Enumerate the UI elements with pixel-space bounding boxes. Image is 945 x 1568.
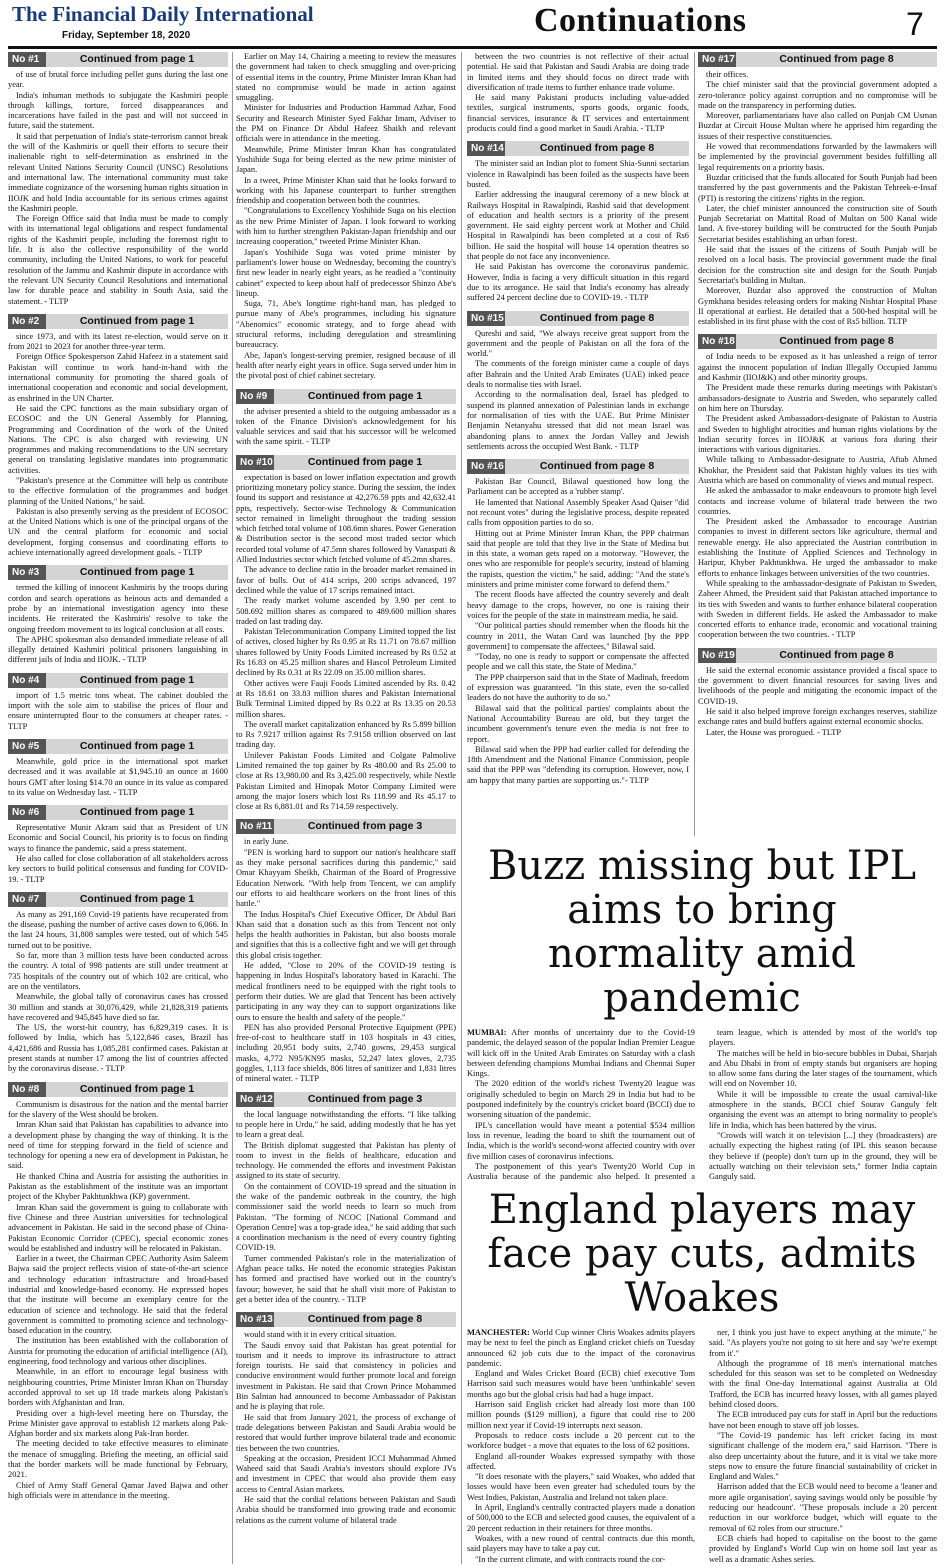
paragraph: "Today, no one is ready to support or compensate the affected people and we call this state, the State of Medina." xyxy=(467,652,689,672)
issue-date: Friday, September 18, 2020 xyxy=(62,30,191,41)
dateline: MUMBAI: xyxy=(467,1028,507,1037)
paragraph: He thanked China and Austria for assisting the authorities in Pakistan as the establishment of the institute was an important project of the Khyber Pakhtunkhwa (KP) government. xyxy=(8,1171,228,1202)
continuation-block xyxy=(698,648,937,738)
paragraph-text: After months of uncertainty due to the Covid-19 pandemic, the delayed season of the popular Indian Premier League will kick off in the United Arab Emirates on Saturday with a clash between defending champions Mumbai Indians and Chennai Super Kings. xyxy=(467,1028,695,1079)
continuation-body xyxy=(467,52,689,134)
continuation-block xyxy=(8,565,228,665)
continuation-body xyxy=(236,1110,456,1306)
continuation-number: No #12 xyxy=(236,1092,274,1107)
continuation-number: No #13 xyxy=(236,1312,274,1327)
continuation-block xyxy=(467,52,689,134)
paragraph: He said many Pakistani products including value-added textiles, surgical instruments, sports goods, organic foods, financial services, insurance & IT services and entertainment products could find a good market in Saudi Arabia. - TLTP xyxy=(467,93,689,134)
paragraph: of India needs to be exposed as it has unleashed a reign of terror against the innocent population of Indian Illegally Occupied Jammu and Kashmir (IIOJ&K) and other minority groups. xyxy=(698,352,937,383)
paragraph: He lamented that National Assembly Speaker Asad Qaiser "did not recount votes" during the legislative process, despite repeated calls from opposition parties to do so. xyxy=(467,497,689,528)
continuation-body xyxy=(698,666,937,738)
column-3 xyxy=(467,52,689,836)
continuation-header xyxy=(8,52,228,67)
paragraph: "Pakistan's presence at the Committee will help us contribute to the effective formulation of the programmes and budget planning of the United Nations," he said. xyxy=(8,475,228,506)
continuation-header xyxy=(8,1082,228,1097)
paragraph: The comments of the foreign minister came a couple of days after Bahrain and the United Arab Emirates (UAE) inked peace deals to normalise ties with Israel. xyxy=(467,359,689,390)
paragraph: Proposals to reduce costs include a 20 percent cut to the workforce budget - a move that equates to the loss of 62 positions. xyxy=(467,1430,695,1451)
paragraph: Speaking at the occasion, President ICCI Muhammad Ahmed Waheed said that Saudi Arabia's investors should explore JVs and investment in CPEC that would also provide them easy access to Central Asian markets. xyxy=(236,1453,456,1494)
continuation-block xyxy=(236,389,456,448)
paragraph: The US, the worst-hit country, has 6,829,319 cases. It is followed by India, which has 5,122,846 cases, Brazil has 4,421,686 and Russia has 1,085,281 confirmed cases. Pakistan at present stands at number 17 among the list of countries affected by the coronavirus disease. - TLTP xyxy=(8,1023,228,1074)
paragraph: The chief minister said that the provincial government adopted a zero-tolerance policy against corruption and no compromise will be made on the transparency in performing duties. xyxy=(698,80,937,110)
column-4 xyxy=(698,52,937,836)
continuation-label: Continued from page 1 xyxy=(79,314,195,327)
masthead-rule xyxy=(8,46,937,49)
continuation-label: Continued from page 1 xyxy=(79,673,195,686)
continuation-block xyxy=(236,52,456,382)
continuation-number: No #14 xyxy=(467,141,505,156)
paragraph-text: World Cup winner Chris Woakes admits players may be next to feel the pinch as England cricket chiefs on Tuesday announced 62 job cuts due to the impact of the coronavirus pandemic. xyxy=(467,1328,695,1368)
paragraph: He said the external economic assistance provided a fiscal space to the government to divert financial resources for saving lives and livelihoods of the people and mitigating the economic impact of the COVID-19. xyxy=(698,665,937,706)
paragraph: Later, the House was prorogued. - TLTP xyxy=(706,727,842,737)
continuation-label: Continued from page 8 xyxy=(307,1313,423,1326)
continuation-block xyxy=(8,739,228,798)
paragraph: Although the programme of 18 men's international matches scheduled for this season was set to be completed on Wednesday with the final One-day International against Australia at Old Trafford, the ECB has incurred heavy losses, with all games played behind closed doors. xyxy=(709,1358,937,1410)
continuation-header xyxy=(8,673,228,688)
continuation-block xyxy=(8,52,228,307)
continuation-header xyxy=(8,739,228,754)
continuation-label: Continued from page 1 xyxy=(79,566,195,579)
continuation-block xyxy=(8,314,228,559)
paragraph: While talking to Ambassador-designate to Austria, Aftab Ahmed Khokhar, the President said that Pakistan highly values its ties with Austria which are based on commonality of views and mutual respect. xyxy=(698,455,937,485)
paragraph: Bilawal said that the political parties' complaints about the National Accountability Bureau are old, but they target the incumbent government's tenure even the media is not free to report. xyxy=(467,703,689,744)
paragraph: "Congratulations to Excellency Yoshihide Suga on his election as the new Prime Minister of Japan. I look forward to working with him to further strengthen Pakistan-Japan friendship and our increasing cooperation," tweeted Prime Minister Khan. xyxy=(236,206,456,247)
paragraph: the local language notwithstanding the efforts. "I like talking to people here in Urdu," he said, adding modestly that he has yet to learn a great deal. xyxy=(236,1109,456,1140)
paragraph: He said Pakistan has overcome the coronavirus pandemic. However, India is facing a very difficult situation in this regard due to its arrogance. He said that India's economy has already suffered 24 percent decline due to COVID-19. - TLTP xyxy=(467,262,689,303)
paragraph: Presiding over a high-level meeting here on Thursday, the Prime Minister gave approval to establish 12 markets along Pak-Afghan border and six markets along Pak-Iran border. xyxy=(8,1408,228,1439)
page-number: 7 xyxy=(906,6,924,42)
continuation-body xyxy=(8,583,228,665)
paragraph: Earlier in a tweet, the Chairman CPEC Authority Asim Saleem Bajwa said the project reflects vision of state-of-the-art science and technology education infrastructure and broad-based industrial and knowledge-based economy. He expressed hopes that the institute will become an exemplary centre for the education of science and technology. He said that the federal government is committed to promoting science and technology-based education in the country. xyxy=(8,1254,228,1336)
story-column xyxy=(467,1328,695,1564)
continuation-header xyxy=(236,819,456,834)
paragraph xyxy=(467,1028,695,1079)
continuation-block xyxy=(236,1092,456,1306)
paragraph: Later, the chief minister announced the construction site of South Punjab Secretariat on Mattital Road of Multan on 500 Kanal wide land. A five-storey building will be constructed for the South Punjab Secretariat besides establishing an urban forest. xyxy=(698,203,937,244)
story-headline: England players may face pay cuts, admits Woakes xyxy=(487,1187,917,1321)
continuation-label: Continued from page 1 xyxy=(307,389,423,402)
continuation-block xyxy=(467,459,689,786)
continuation-block xyxy=(236,1312,456,1526)
paragraph: Meanwhile, the global tally of coronavirus cases has crossed 30 million and stands at 30,076,429, while 21,828,319 patients have recovered and 945,845 have died so far. xyxy=(8,992,228,1022)
paragraph xyxy=(467,1328,695,1369)
continuation-body xyxy=(8,332,228,559)
continuation-number: No #2 xyxy=(8,314,46,329)
section-title: Continuations xyxy=(534,2,747,39)
paragraph: He said that the cordial relations between Pakistan and Saudi Arabia should be transformed into growing trade and economic relations as the current volume of bilateral trade xyxy=(236,1495,456,1525)
continuation-number: No #1 xyxy=(8,52,46,67)
continuation-body xyxy=(467,329,689,453)
continuation-label: Continued from page 1 xyxy=(79,739,195,752)
continuation-number: No #11 xyxy=(236,819,274,834)
continuation-number: No #3 xyxy=(8,565,46,580)
continuation-number: No #6 xyxy=(8,805,46,820)
paragraph: "Our political parties should remember when the floods hit the country in 2011, the Watan Card was launched [by the PPP government] to compensate the affectees," Bilawal said. xyxy=(467,621,689,651)
column-divider xyxy=(461,52,462,1564)
paragraph: Pakistan is also presently serving as the president of ECOSOC at the United Nations which is one of the principal organs of the UN and the central platform for economic and social development, forging consensus and coordinating efforts to achieve internationally agreed development goals. - TLTP xyxy=(8,506,228,558)
continuation-body xyxy=(236,837,456,1084)
continuation-block xyxy=(8,673,228,732)
paragraph: Earlier addressing the inaugural ceremony of a new block at Railways Hospital in Rawalpindi, Rashid said that development of education and health sectors is a priority of the present government. He said eighty percent work at Mother and Child Hospital in Rawalpindi has been completed at a cost of Rs6 billion. He said the hospital will house 14 operation theatres so that people do not face any inconvenience. xyxy=(467,190,689,262)
continuation-number: No #19 xyxy=(698,648,736,663)
continuation-header xyxy=(236,1312,456,1327)
continuation-number: No #10 xyxy=(236,455,274,470)
continuation-header xyxy=(236,389,456,404)
paragraph: The Foreign Office said that India must be made to comply with its international legal obligations and respect fundamental rights of the Kashmiri people, including the foremost right to life. It is also the collective responsibility of the world community, including the United Nations, to work for peaceful resolution of the Jammu and Kashmir dispute in accordance with the relevant UN Security Council Resolutions and international law for durable peace and stability in South Asia, said the statement. - TLTP xyxy=(8,214,228,306)
paragraph: While speaking to the ambassador-designate of Pakistan to Sweden, Zaheer Ahmed, the President said that Pakistan attached importance to its ties with Sweden and wants to further enhance bilateral cooperation with Sweden in different fields. He asked the Ambassador to make concerted efforts to enhance trade, economic and vocational training cooperation between the two countries. - TLTP xyxy=(698,578,937,640)
continuation-block xyxy=(8,1082,228,1502)
story-column xyxy=(709,1328,937,1564)
continuation-body xyxy=(467,477,689,786)
continuation-block xyxy=(698,52,937,327)
paragraph: As many as 291,169 Covid-19 patients have recuperated from the disease, pushing the number of active cases down to 6,066. In the last 24 hours, 31,808 samples were tested, out of which 545 turned out to be positive. xyxy=(8,909,228,950)
paragraph: The President asked the Ambassador to encourage Austrian companies to invest in different sectors like agriculture, thermal and renewable energy. He also appreciated the Austrian contribution in establishing the Institute of Applied Sciences and Technology in Haripur, Khyber Pakhtunkhwa. He urged the ambassador to make efforts to enhance linkages between universities of the two countries. xyxy=(698,517,937,578)
paragraph: Chief of Army Staff General Qamar Javed Bajwa and other high officials were in attendance in the meeting. xyxy=(8,1480,228,1500)
paragraph: The ready market volume ascended by 3.90 per cent to 508.692 million shares as compared to 489.600 million shares traded on last trading day. xyxy=(236,596,456,626)
paragraph: between the two countries is not reflective of their actual potential. He said that Pakistan and Saudi Arabia are doing trade in limited items and they should focus on direct trade with diversification of trade items to further enhance trade volume. xyxy=(467,52,689,92)
continuation-number: No #7 xyxy=(8,892,46,907)
paragraph: The postponement of this year's Twenty20 World Cup in Australia because of the pandemic also helped. It presented a xyxy=(467,1161,695,1182)
continuation-number: No #8 xyxy=(8,1082,46,1097)
continuation-header xyxy=(698,52,937,67)
paragraph: He said that from January 2021, the process of exchange of trade delegations between Pakistan and Saudi Arabia would be restored that would further improve bilateral trade and economic ties between the two countries. xyxy=(236,1412,456,1453)
paragraph: The meeting decided to take effective measures to eliminate the menace of smuggling. Briefing the meeting, an official said that the border markets will be made functional by February, 2021. xyxy=(8,1439,228,1480)
continuation-label: Continued from page 8 xyxy=(779,648,894,661)
continuation-body xyxy=(236,473,456,813)
continuation-header xyxy=(236,1092,456,1107)
continuation-label: Continued from page 3 xyxy=(307,820,423,833)
column-divider xyxy=(694,52,695,836)
paragraph: Meanwhile, in an effort to encourage legal business with neighbouring countries, Prime Minister Imran Khan on Thursday accorded approval to set up 18 trade markets along Pakistan's borders with Afghanistan and Iran. xyxy=(8,1367,228,1408)
continuation-body xyxy=(8,823,228,885)
continuation-header xyxy=(8,314,228,329)
paragraph: The President made these remarks during meetings with Pakistan's ambassadors-designate to Austria and Sweden, who separately called on him here on Thursday. xyxy=(698,383,937,413)
continuation-label: Continued from page 1 xyxy=(79,53,195,65)
paragraph: The matches will be held in bio-secure bubbles in Dubai, Sharjah and Abu Dhabi in front of empty stands but organisers are hoping to allow some fans during the later stages of the tournament, which will end on November 10. xyxy=(709,1048,937,1089)
continuation-label: Continued from page 8 xyxy=(539,311,655,324)
continuation-number: No #18 xyxy=(698,334,736,349)
paragraph: Woakes, with a new round of central contracts due this month, said players may have to take a pay cut. xyxy=(467,1533,695,1554)
paragraph: The British diplomat suggested that Pakistan has plenty of room to invest in the fields of healthcare, education and technology. He commended the efforts and investment Pakistan assigned to its state of security. xyxy=(236,1140,456,1181)
dateline: MANCHESTER: xyxy=(467,1328,530,1337)
continuation-label: Continued from page 1 xyxy=(79,1082,195,1095)
continuation-number: No #4 xyxy=(8,673,46,688)
paragraph: in early June. xyxy=(244,837,289,847)
continuation-label: Continued from page 8 xyxy=(779,53,894,65)
continuation-label: Continued from page 8 xyxy=(539,142,655,155)
paragraph: Representative Munir Akram said that as President of UN Economic and Social Council, his priority is to focus on finding ways to finance the pandemic, said a press statement. xyxy=(8,823,228,853)
paragraph: It said that perpetuation of India's state-terrorism cannot break the will of the Kashmiris or quell their efforts to secure their inalienable right to self-determination as enshrined in the relevant United Nations Security Council (UNSC) Resolutions and international law. The international community must take immediate cognizance of the worsening human rights situation in IIOJK and hold India accountable for its serious crimes against the Kashmiri people. xyxy=(8,131,228,213)
paragraph: He asked the ambassador to make endeavours to promote high level contacts and increase volume of bilateral trade between the two countries. xyxy=(698,486,937,516)
paragraph: Imran Khan said the government is going to collaborate with five Chinese and three Austrian universities for technological advancement in Pakistan. He said in the second phase of China-Pakistan Economic Corridor (CPEC), special economic zones would be established and industry will be relocated in Pakistan. xyxy=(8,1202,228,1253)
continuation-block xyxy=(467,141,689,303)
paragraph: He said the CPC functions as the main subsidiary organ of ECOSOC and the UN General Assembly for Planning, Programming and Coordination of the work of the United Nations. The CPC is also charged with reviewing UN programmes and making recommendations to the UN secretary general on translating legislative mandates into programmatic activities. xyxy=(8,403,228,475)
story-headline: Buzz missing but IPL aims to bring normality amid pandemic xyxy=(487,843,917,1021)
paragraph: Buzdar criticised that the funds allocated for South Punjab had been transferred by the past governments and the Pakistan Tehreek-e-Insaf (PTI) is restoring the citizens' rights in the region. xyxy=(698,172,937,203)
paragraph: The recent floods have affected the country severely and dealt heavy damage to the crops, however, no one is raising their voices for the people of the state in mainstream media, he said. xyxy=(467,590,689,620)
continuation-body xyxy=(698,352,937,640)
continuation-block xyxy=(467,311,689,453)
continuation-label: Continued from page 8 xyxy=(539,460,655,473)
paragraph: India's inhuman methods to subjugate the Kashmiri people through killings, torture, forced disappearances and incarcerations have failed in the past and will not succeed in future, said the statement. xyxy=(8,90,228,131)
continuation-body xyxy=(236,52,456,382)
continuation-number: No #9 xyxy=(236,389,274,404)
continuation-block xyxy=(698,334,937,640)
paragraph: Other actives were Fauji Foods Limited ascended by Rs. 0.42 at Rs 18.61 on 33.83 million shares and Pakistan International Bulk Terminal Limited dipped by Rs 0.22 at Rs 13.35 on 20.53 million shares. xyxy=(236,678,456,719)
paragraph: The Saudi envoy said that Pakistan has great potential for tourism and it needs to improve its infrastructure to attract foreign tourists. He said that consistency in policies and conducive environment would further promote local and foreign investment in Pakistan. He said that Crown Prince Mohammed Bin Salman had announced to become Ambassador of Pakistan and he is playing that role. xyxy=(236,1340,456,1412)
continuation-body xyxy=(8,691,228,732)
story-column xyxy=(467,1028,695,1182)
paragraph: He said it also helped improve foreign exchanges reserves, stabilize exchange rates and build buffers against external economic shocks. xyxy=(698,706,937,727)
continuation-header xyxy=(8,892,228,907)
continuation-header xyxy=(467,141,689,156)
continuation-label: Continued from page 3 xyxy=(307,1092,423,1105)
paragraph: Abe, Japan's longest-serving premier, resigned because of ill health after nearly eight years in office. Suga served under him in the pivotal post of chief cabinet secretary. xyxy=(236,350,456,381)
column-1 xyxy=(8,52,228,1564)
continuation-header xyxy=(698,648,937,663)
story-ipl xyxy=(467,842,937,1182)
paragraph: Pakistan Telecommunication Company Limited topped the list of actives, closed higher by Rs 0.95 at Rs 11.71 on 78.67 million shares followed by Unity Foods Limited increased by Rs 0.52 at Rs 16.83 on 45.25 million shares and Hascol Petroleum Limited declined by Rs 0.31 at Rs 22.09 on 35.00 million shares. xyxy=(236,627,456,678)
paragraph: Hitting out at Prime Minister Imran Khan, the PPP chairman said that people are told that they live in the State of Medina but in this state, a woman gets raped on a motorway. "However, the ones who are responsible for people's security, instead of blaming the rapists, question the victim," he said, adding: "And the state's ministers and prime minister come forward to defend them." xyxy=(467,528,689,590)
continuation-label: Continued from page 8 xyxy=(779,335,894,348)
paragraph: termed the killing of innocent Kashmiris by the troops during cordon and search operations as heinous acts and demanded a probe by an international investigation agency into these incidents. He reiterated the Kashmiris' resolve to take the ongoing freedom movement to its logical conclusion at all costs. xyxy=(8,583,228,634)
continuation-header xyxy=(236,455,456,470)
paragraph: ner, I think you just have to expect anything at the minute," he said. "As players you're not going to sit here and say 'we're exempt from it'." xyxy=(709,1328,937,1358)
paragraph: Qureshi and said, "We always receive great support from the government and the people of Pakistan on all the fora of the world." xyxy=(467,328,689,359)
paragraph: On the containment of COVID-19 spread and the situation in the wake of the pandemic outbreak in the country, the high commissioner said the world needs to learn so much from Pakistan. "The forming of NCOC [National Command and Operation Centre] was a top-grade idea," he said adding that such a coordination mechanism is the need of every country fighting COVID-19. xyxy=(236,1181,456,1253)
continuation-label: Continued from page 1 xyxy=(307,455,423,468)
paragraph: "It does resonate with the players," said Woakes, who added that losses would have been even greater had scheduled tours by the West Indies, Pakistan, Australia and Ireland not taken place. xyxy=(467,1472,695,1502)
story-column xyxy=(709,1028,937,1182)
continuation-body xyxy=(236,1330,456,1526)
newspaper-name: The Financial Daily International xyxy=(12,2,314,26)
paragraph: "PEN is working hard to support our nation's healthcare staff as they make personal sacrifices during this pandemic," said Omar Khayyam Sheikh, Chairman of the Board of Progressive Education Network. "With help from Tencent, we can amplify our efforts to aid healthcare workers on the front lines of this battle." xyxy=(236,847,456,909)
paragraph: "In the current climate, and with contracts round the cor- xyxy=(475,1554,666,1564)
paragraph: Moreover, parliamentarians have also called on Punjab CM Usman Buzdar at Circuit House Multan where he apprised him regarding the issues of their respective constituencies. xyxy=(698,111,937,141)
paragraph: He said that the issues of the citizens of South Punjab will be resolved on a local basis. The provincial government made the final decision for the construction site and design for the South Punjab Secretariat's building in Multan. xyxy=(698,245,937,285)
paragraph: team league, which is attended by most of the world's top players. xyxy=(709,1028,937,1048)
paragraph: He vowed that recommendations forwarded by the lawmakers will be implemented by the provincial government besides fulfilling all legal requirements on a priority basis. xyxy=(698,142,937,172)
paragraph: In a tweet, Prime Minister Khan said that he looks forward to working with his Japanese counterpart to further strengthen friendship and cooperation between both the countries. xyxy=(236,175,456,206)
story-england-pay-cuts xyxy=(467,1186,937,1564)
paragraph: Harrison added that the ECB would need to become a 'leaner and more agile organisation', saying savings would only be possible 'by reducing our headcount'. "These proposals include a 20 percent reduction in our workforce budget, which will equate to the removal of 62 roles from our structure." xyxy=(709,1482,937,1533)
paragraph: Imran Khan said that Pakistan has capabilities to advance into a development phase by changing the way of thinking. It is the need of time for stepping forward in the field of science and technology for opening a new era of development in Pakistan, he said. xyxy=(8,1120,228,1171)
continuation-body xyxy=(8,1100,228,1502)
paragraph: "Crowds will watch it on television [...] they (broadcasters) are actually expecting the highest rating (of IPL this season because they believe if (people) don't turn up in the ground, they will be actually watching on their television sets," former India captain Ganguly said. xyxy=(709,1130,937,1182)
paragraph: While it will be impossible to create the usual carnival-like atmosphere in the stands, BCCI chief Sourav Ganguly felt organising the event was an attempt to bring normality to people's life in India, which has been battered by the virus. xyxy=(709,1089,937,1130)
continuation-header xyxy=(698,334,937,349)
paragraph: So far, more than 3 million tests have been conducted across the country. A total of 998 patients are still under treatment at 735 hospitals of the country out of which 102 are critical, who are on the ventilators. xyxy=(8,951,228,991)
paragraph: would stand with it in every critical situation. xyxy=(244,1330,397,1340)
continuation-number: No #15 xyxy=(467,311,505,326)
paragraph: The advance to decline ratio in the broader market remained in favor of bulls. Out of 414 scrips, 200 scrips advanced, 197 declined while the value of 17 scrips remained intact. xyxy=(236,565,456,595)
paragraph: their offices. xyxy=(706,70,749,79)
paragraph: expectation is based on lower inflation expectation and growth prioritizing monetary policy stance. During the session, the index found its support and resistance at 42,276.59 ppts and 42,632.41 ppts, respectively. Sector-wise Technology & Communication sector remained in limelight throughout the trading session which fetched total volume of 108.6mn shares. Power Generation & Distribution sector is the second most traded sector which recorded total volume of 47.5mn shares followed by Vanaspati & Allied Industries sector which fetched volume of 45.2mn shares. xyxy=(236,472,456,565)
continuation-header xyxy=(8,565,228,580)
paragraph: Moreover, Buzdar also approved the construction of Multan Gymkhana besides releasing orders for making Nishtar Hospital Phase II operational at earliest. He detailed that a 500-bed hospital will be established in its first phase with the cost of Rs5 billion. TLTP xyxy=(698,286,937,327)
paragraph: IPL's cancellation would have meant a potential $534 million loss in revenue, leading the board to shift the tournament out of India, which is the world's second-worst affected country with over five million cases of coronavirus infections. xyxy=(467,1120,695,1161)
continuation-block xyxy=(236,455,456,813)
paragraph: He also called for close collaboration of all stakeholders across key sectors to build political consensus and funding for COVID-19. - TLTP xyxy=(8,854,228,884)
continuation-body xyxy=(467,159,689,303)
paragraph: Turner commended Pakistan's role in the materialization of Afghan peace talks. He noted the economic strategies Pakistan has formed and practised have worked out in the country's favour; however, he said that he shall visit more of Pakistan to get a better idea of the country. - TLTP xyxy=(236,1253,456,1304)
continuation-number: No #17 xyxy=(698,52,736,67)
paragraph: In April, England's centrally contracted players made a donation of 500,000 to the ECB and selected good causes, the equivalent of a 20 percent reduction in their retainers for three months. xyxy=(467,1503,695,1533)
paragraph: Minister for Industries and Production Hammad Azhar, Food Security and Research Minister Syed Fakhar Imam, Adviser to the PM on Finance Dr Abdul Hafeez Shaikh and relevant officials were in attendance in the meeting. xyxy=(236,103,456,144)
paragraph: The institution has been established with the collaboration of Austria for promoting the education of artificial intelligence (AI), engineering, food technology and various other disciplines. xyxy=(8,1336,228,1367)
paragraph: The President asked Ambassadors-designate of Pakistan to Austria and Sweden to highlight atrocities and human rights violations by the Indian security forces in IIOJ&K at various fora during their interactions with various dignitaries. xyxy=(698,414,937,455)
paragraph: The minister said an Indian plot to foment Shia-Sunni sectarian violence in Rawalpindi has been foiled as the suspects have been busted. xyxy=(467,159,689,189)
paragraph: Japan's Yoshihide Suga was voted prime minister by parliament's lower house on Wednesday, becoming the country's first new leader in nearly eight years, as he readied a "continuity cabinet" expected to keep about half of predecessor Shinzo Abe's lineup. xyxy=(236,247,456,298)
paragraph: The overall market capitalization enhanced by Rs 5.899 billion to Rs 7.9217 trillion against Rs 7.9158 trillion observed on last trading day. xyxy=(236,719,456,750)
paragraph: PEN has also provided Personal Protective Equipment (PPE) free-of-cost to healthcare staff in 103 hospitals in 43 cities, including 20,951 body suits, 2,740 gowns, 29,453 surgical masks, 4,772 N95/KN95 masks, 52,247 latex gloves, 2,735 goggles, 1,113 face shields, 806 litres of sanitizer and 1,831 litres of mineral water. - TLTP xyxy=(236,1022,456,1084)
paragraph: Meanwhile, gold price in the international spot market decreased and it was available at $1,945.10 an ounce at 1600 hours GMT after losing $14.70 an ounce in its value as compared to its value on Wednesday last. - TLTP xyxy=(8,756,228,797)
paragraph: The ECB introduced pay cuts for staff in April but the reductions have not been enough to stave off job losses. xyxy=(709,1410,937,1430)
continuation-number: No #5 xyxy=(8,739,46,754)
paragraph: Foreign Office Spokesperson Zahid Hafeez in a statement said Pakistan will continue to work hand-in-hand with the international community for promoting the shared goals of international cooperation and economic and social development, as enshrined in the UN Charter. xyxy=(8,352,228,403)
paragraph: England all-rounder Woakes expressed sympathy with those affected. xyxy=(467,1451,695,1471)
continuation-header xyxy=(8,805,228,820)
paragraph: Meanwhile, Prime Minister Imran Khan has congratulated Yoshihide Suga for being elected as the new prime minister of Japan. xyxy=(236,144,456,175)
continuation-block xyxy=(8,892,228,1075)
continuation-body xyxy=(8,70,228,307)
paragraph: Unilever Pakistan Foods Limited and Colgate Palmolive Limited remained the top gainer by Rs 480.00 and Rs 25.00 to close at Rs 13,980.00 and Rs 3,425.00 respectively, while Nestle Pakistan Limited and Hinopak Motor Company Limited were among the major losers which lost Rs 118.99 and Rs 45.17 to close at Rs 6,881.01 and Rs 714.59 respectively. xyxy=(236,750,456,812)
paragraph: Communism is disastrous for the nation and the mental barrier for the slavery of the West should be broken. xyxy=(8,1099,228,1119)
paragraph: The 2020 edition of the world's richest Twenty20 league was originally scheduled to begin on March 29 in India but had to be postponed indefinitely by the country's cricket board (BCCI) due to worsening situation of the pandemic. xyxy=(467,1079,695,1120)
paragraph: Suga, 71, Abe's longtime right-hand man, has pledged to pursue many of Abe's programmes, including his signature "Abenomics" economic strategy, and to forge ahead with structural reforms, including deregulation and streamlining bureaucracy. xyxy=(236,299,456,350)
continuation-block xyxy=(236,819,456,1084)
continuation-label: Continued from page 1 xyxy=(79,806,195,819)
paragraph: Earlier on May 14, Chairing a meeting to review the measures the government had taken to check smuggling and over-pricing of essential items in the country, Prime Minister Imran Khan had stated no compromise would be made in action against smuggling. xyxy=(236,52,456,103)
paragraph: import of 1.5 metric tons wheat. The cabinet doubled the import with the sole aim to stabilise the prices of flour and ensure uninterrupted flour to the consumers at cheaper rates. - TLTP xyxy=(8,690,228,731)
paragraph: The PPP chairperson said that in the State of Madinah, freedom of expression was guaranteed. "In this state, even the so-called leaders do not have the authority to do so." xyxy=(467,672,689,703)
continuation-header xyxy=(467,459,689,474)
paragraph: The APHC spokesman also demanded immediate release of all illegally detained Kashmiri political prisoners languishing in different jails of India and IIOJK. - TLTP xyxy=(8,634,228,665)
paragraph: According to the normalisation deal, Israel has pledged to suspend its planned annexation of Palestinian lands in exchange for normalisation of ties with the UAE. But Prime Minister Benjamin Netanyahu stressed that did not mean Israel was abandoning plans to annex the Jordan Valley and Jewish settlements across the occupied West Bank. - TLTP xyxy=(467,390,689,451)
continuation-body xyxy=(8,910,228,1075)
continuation-body xyxy=(698,70,937,327)
column-2 xyxy=(236,52,456,1564)
paragraph: ECB chiefs had hoped to capitalise on the boost to the game provided by England's World Cup win on home soil last year as well as a dramatic Ashes series. xyxy=(709,1533,937,1564)
paragraph: Bilawal said when the PPP had earlier called for defending the 18th Amendment and the National Finance Commission, people said that the PPP was "defending its corruption. However, now, I am happy that many parties are supporting us."- TLTP xyxy=(467,744,689,785)
paragraph: Pakistan Bar Council, Bilawal questioned how long the Parliament can be accepted as a 'rubber stamp'. xyxy=(467,477,689,497)
paragraph: since 1973, and with its latest re-election, would serve on it from 2021 to 2023 for another three-year term. xyxy=(8,331,228,352)
paragraph: England and Wales Cricket Board (ECB) chief executive Tom Harrison said such measures would have been 'unthinkable' seven months ago but the global crisis had had a huge impact. xyxy=(467,1369,695,1399)
continuation-header xyxy=(467,311,689,326)
paragraph: The Indus Hospital's Chief Executive Officer, Dr Abdul Bari Khan said that a donation such as this from Tencent not only helps the health authorities in Pakistan, but also boosts morale and signifies that this is a collective fight and we will get through this global crisis together. xyxy=(236,909,456,960)
continuation-body xyxy=(236,407,456,448)
continuation-block xyxy=(8,805,228,885)
paragraph: the adviser presented a shield to the outgoing ambassador as a token of the Finance Division's acknowledgement for his valuable services and said that his successor will be welcomed with the same spirit. - TLTP xyxy=(236,406,456,447)
column-divider xyxy=(232,52,233,1564)
continuation-body xyxy=(8,757,228,798)
masthead xyxy=(0,0,945,48)
paragraph: Harrison said English cricket had already lost more than 100 million pounds ($129 million), a figure that could rise to 200 million next year if Covid-19 interrupts next season. xyxy=(467,1400,695,1430)
paragraph: He added, "Close to 20% of the COVID-19 testing is happening in Indus Hospital's laboratory based in Karachi. The medical frontliners need to be equipped with the right tools to perform their duties. We are glad that Tencent has been actively participating in any way they can to support organizations like ours to ensure the health and safety of the people." xyxy=(236,961,456,1022)
paragraph: "The Covid-19 pandemic has left cricket facing its most significant challenge of the modern era," said Harrison. "There is also deep uncertainty about the future, and it is vital we take more steps now to ensure the future financial sustainability of cricket in England and Wales." xyxy=(709,1430,937,1482)
continuation-number: No #16 xyxy=(467,459,505,474)
continuation-label: Continued from page 1 xyxy=(79,892,195,905)
paragraph: of use of brutal force including pellet guns during the last one year. xyxy=(8,70,228,90)
